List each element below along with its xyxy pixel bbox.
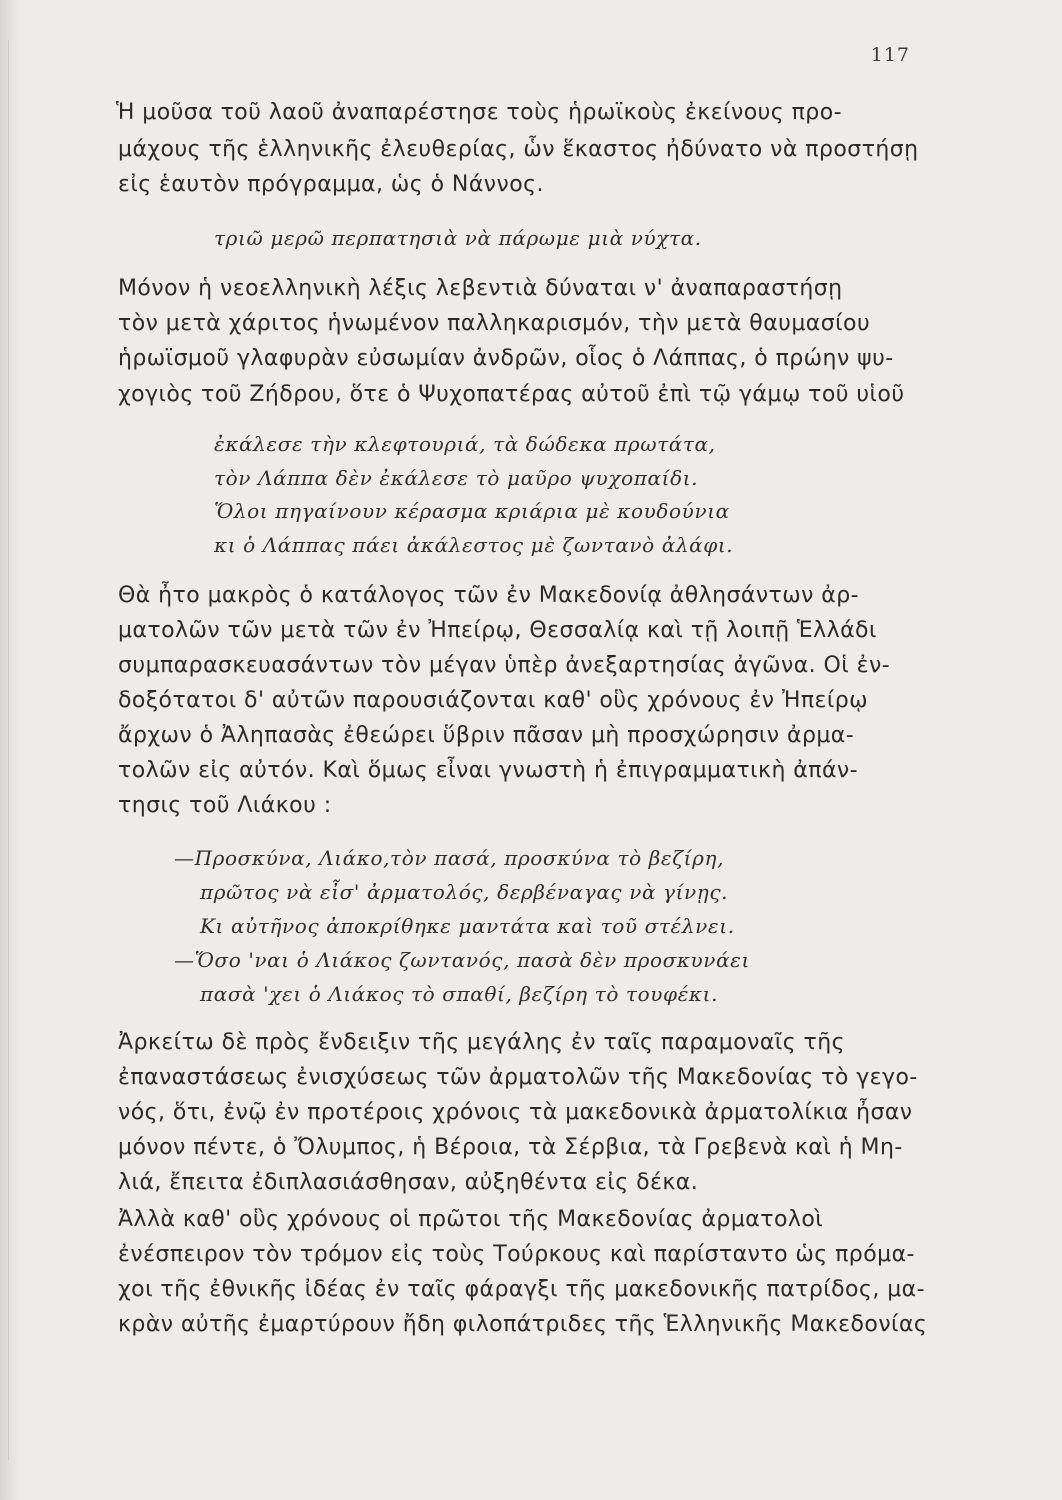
body-text-line: Ἀλλὰ καθ' οὓς χρόνους οἱ πρῶτοι τῆς Μακεδονίας ἀρματολοὶ	[118, 1207, 824, 1232]
body-text-line: χοι τῆς ἐθνικῆς ἰδέας ἐν ταῖς φάραγξι τῆς μακεδονικῆς πατρίδος, μα-	[118, 1277, 926, 1302]
body-text-line: χογιὸς τοῦ Ζήδρου, ὅτε ὁ Ψυχοπατέρας αὐτοῦ ἐπὶ τῷ γάμῳ τοῦ υἱοῦ	[118, 382, 905, 407]
body-text-line: ἡρωϊσμοῦ γλαφυρὰν εὐσωμίαν ἀνδρῶν, οἷος ὁ Λάππας, ὁ πρώην ψυ-	[118, 346, 894, 371]
body-text-line: νός, ὅτι, ἐνῷ ἐν προτέροις χρόνοις τὰ μακεδονικὰ ἀρματολίκια ἦσαν	[118, 1100, 913, 1125]
body-text-line: τὸν μετὰ χάριτος ἡνωμένον παλληκαρισμόν, τὴν μετὰ θαυμασίου	[118, 311, 871, 336]
body-text-line: Ἡ μοῦσα τοῦ λαοῦ ἀναπαρέστησε τοὺς ἡρωϊκοὺς ἐκείνους προ-	[116, 100, 842, 125]
body-text-line: ἐπαναστάσεως ἐνισχύσεως τῶν ἀρματολῶν τῆς Μακεδονίας τὸ γεγο-	[118, 1065, 918, 1090]
verse-line: Ὅλοι πηγαίνουν κέρασμα κριάρια μὲ κουδούνια	[214, 499, 730, 523]
page-fold-line	[8, 40, 9, 1460]
body-text-line: λιά, ἔπειτα ἐδιπλασιάσθησαν, αὐξηθέντα εἰς δέκα.	[118, 1170, 699, 1195]
verse-line: πρῶτος νὰ εἶσ' ἀρματολός, δερβέναγας νὰ γίνῃς.	[200, 880, 729, 904]
body-text-line: εἰς ἑαυτὸν πρόγραμμα, ὡς ὁ Νάννος.	[118, 172, 544, 197]
body-text-line: ἄρχων ὁ Ἀληπασὰς ἐθεώρει ὕβριν πᾶσαν μὴ προσχώρησιν ἀρμα-	[118, 723, 855, 748]
verse-line: —Προσκύνα, Λιάκο,τὸν πασά, προσκύνα τὸ βεζίρη,	[174, 846, 725, 870]
body-text-line: μάχους τῆς ἑλληνικῆς ἐλευθερίας, ὧν ἕκαστος ἠδύνατο νὰ προστήσῃ	[118, 137, 919, 162]
page-number: 117	[870, 44, 910, 66]
body-text-line: τησις τοῦ Λιάκου :	[118, 793, 332, 818]
body-text-line: δοξότατοι δ' αὐτῶν παρουσιάζονται καθ' οὓς χρόνους ἐν Ἠπείρῳ	[118, 688, 869, 713]
body-text-line: μόνον πέντε, ὁ Ὄλυμπος, ἡ Βέροια, τὰ Σέρβια, τὰ Γρεβενὰ καὶ ἡ Μη-	[118, 1135, 903, 1160]
verse-line: Κι αὐτῆνος ἀποκρίθηκε μαντάτα καὶ τοῦ στέλνει.	[200, 914, 735, 938]
body-text-line: συμπαρασκευασάντων τὸν μέγαν ὑπὲρ ἀνεξαρτησίας ἀγῶνα. Οἱ ἐν-	[118, 653, 891, 678]
body-text-line: ἐνέσπειρον τὸν τρόμον εἰς τοὺς Τούρκους καὶ παρίσταντο ὡς πρόμα-	[118, 1242, 915, 1267]
verse-line: ἐκάλεσε τὴν κλεφτουριά, τὰ δώδεκα πρωτάτα,	[214, 432, 716, 456]
body-text-line: Θὰ ἦτο μακρὸς ὁ κατάλογος τῶν ἐν Μακεδονίᾳ ἀθλησάντων ἀρ-	[118, 583, 860, 608]
verse-line: τριῶ μερῶ περπατησιὰ νὰ πάρωμε μιὰ νύχτα.	[214, 226, 702, 250]
page-edge-shadow	[0, 0, 22, 1500]
body-text-line: τολῶν εἰς αὐτόν. Καὶ ὅμως εἶναι γνωστὴ ἡ ἐπιγραμματικὴ ἀπάν-	[118, 758, 859, 783]
body-text-line: Ἀρκείτω δὲ πρὸς ἔνδειξιν τῆς μεγάλης ἐν ταῖς παραμοναῖς τῆς	[118, 1030, 845, 1055]
verse-line: —Ὅσο 'ναι ὁ Λιάκος ζωντανός, πασὰ δὲν προσκυνάει	[174, 948, 750, 972]
verse-line: κι ὁ Λάππας πάει ἀκάλεστος μὲ ζωντανὸ ἀλάφι.	[214, 533, 734, 557]
verse-line: πασὰ 'χει ὁ Λιάκος τὸ σπαθί, βεζίρη τὸ τουφέκι.	[200, 982, 719, 1006]
body-text-line: κρὰν αὐτῆς ἐμαρτύρουν ἤδη φιλοπάτριδες τῆς Ἑλληνικῆς Μακεδονίας	[118, 1312, 928, 1337]
body-text-line: Μόνον ἡ νεοελληνικὴ λέξις λεβεντιὰ δύναται ν' ἀναπαραστήσῃ	[118, 276, 843, 301]
verse-line: τὸν Λάππα δὲν ἐκάλεσε τὸ μαῦρο ψυχοπαίδι.	[214, 466, 699, 490]
body-text-line: ματολῶν τῶν μετὰ τῶν ἐν Ἠπείρῳ, Θεσσαλίᾳ καὶ τῇ λοιπῇ Ἑλλάδι	[118, 618, 877, 643]
